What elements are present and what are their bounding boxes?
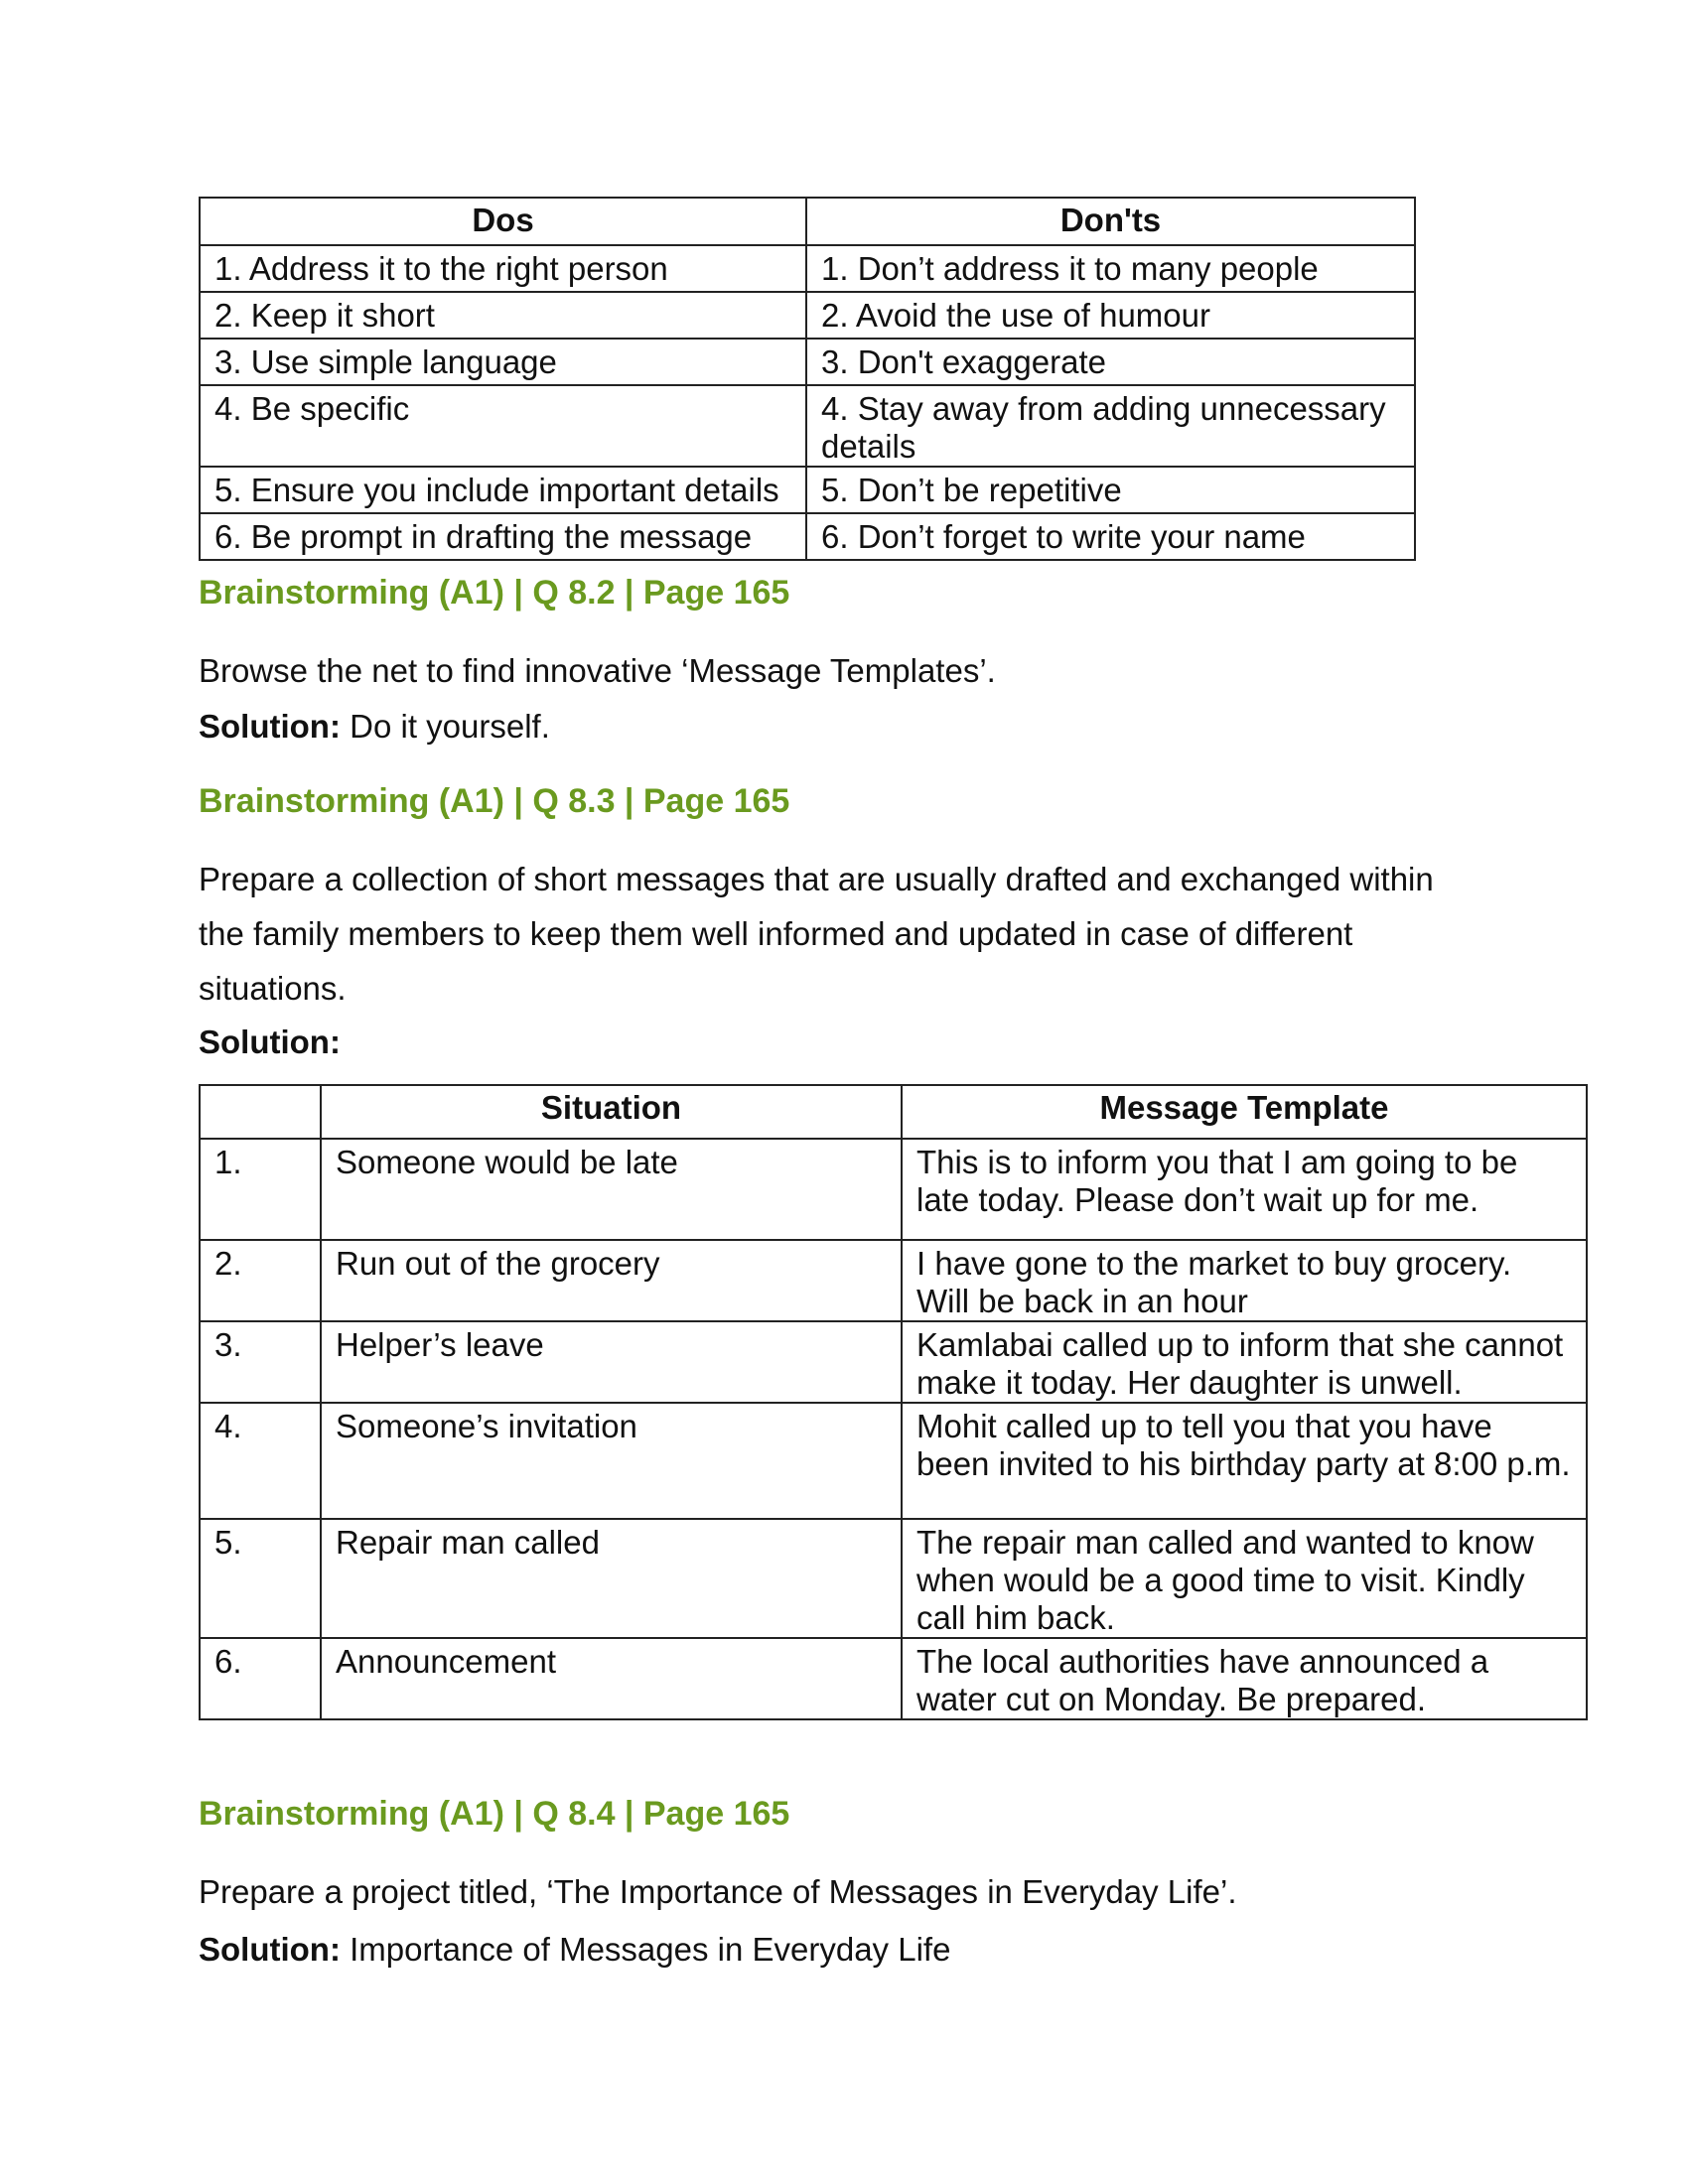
message-template-cell: The repair man called and wanted to know when would be a good time to visit. Kindly call him back.: [902, 1519, 1587, 1638]
table-row: [200, 1638, 1587, 1719]
dos-cell: 2. Keep it short: [200, 292, 806, 339]
row-number-cell: 6.: [200, 1638, 321, 1719]
message-template-cell: Kamlabai called up to inform that she cannot make it today. Her daughter is unwell.: [902, 1321, 1587, 1403]
donts-cell: 5. Don’t be repetitive: [806, 467, 1415, 513]
dos-cell: 5. Ensure you include important details: [200, 467, 806, 513]
message-template-cell: This is to inform you that I am going to be late today. Please don’t wait up for me.: [902, 1139, 1587, 1240]
situation-cell: Repair man called: [321, 1519, 902, 1638]
dos-cell: 4. Be specific: [200, 385, 806, 467]
solution-text: Do it yourself.: [340, 708, 550, 745]
message-template-cell: Mohit called up to tell you that you have been invited to his birthday party at 8:00 p.m.: [902, 1403, 1587, 1519]
column-header-donts: Don'ts: [806, 198, 1415, 245]
table-row: [200, 1403, 1587, 1519]
table-row: [200, 1519, 1587, 1638]
donts-cell: 6. Don’t forget to write your name: [806, 513, 1415, 560]
solution-text: Importance of Messages in Everyday Life: [340, 1931, 951, 1968]
column-header-dos: Dos: [200, 198, 806, 245]
table-row: [200, 513, 1415, 560]
donts-cell: 4. Stay away from adding unnecessary details: [806, 385, 1415, 467]
section-heading-q8-2: Brainstorming (A1) | Q 8.2 | Page 165: [199, 574, 790, 612]
question-q8-2: Browse the net to find innovative ‘Message Templates’.: [199, 652, 996, 689]
row-number-cell: 2.: [200, 1240, 321, 1321]
question-q8-4: Prepare a project titled, ‘The Importance of Messages in Everyday Life’.: [199, 1873, 1237, 1910]
table-row: [200, 245, 1415, 292]
section-heading-q8-3: Brainstorming (A1) | Q 8.3 | Page 165: [199, 782, 790, 820]
situation-cell: Someone’s invitation: [321, 1403, 902, 1519]
row-number-cell: 5.: [200, 1519, 321, 1638]
solution-label: Solution:: [199, 708, 341, 745]
table-row: [200, 339, 1415, 385]
solution-q8-4: [199, 1922, 1489, 1977]
dos-cell: 6. Be prompt in drafting the message: [200, 513, 806, 560]
message-template-cell: The local authorities have announced a water cut on Monday. Be prepared.: [902, 1638, 1587, 1719]
situation-cell: Helper’s leave: [321, 1321, 902, 1403]
row-number-cell: 1.: [200, 1139, 321, 1240]
dos-donts-table: [199, 197, 1416, 561]
row-number-cell: 3.: [200, 1321, 321, 1403]
solution-q8-2: [199, 699, 1489, 753]
donts-cell: 2. Avoid the use of humour: [806, 292, 1415, 339]
table-row: [200, 385, 1415, 467]
dos-cell: 1. Address it to the right person: [200, 245, 806, 292]
message-template-cell: I have gone to the market to buy grocery. Will be back in an hour: [902, 1240, 1587, 1321]
table-row: [200, 292, 1415, 339]
section-heading-q8-4: Brainstorming (A1) | Q 8.4 | Page 165: [199, 1795, 790, 1833]
table-header-row: [200, 198, 1415, 245]
column-header-message-template: Message Template: [902, 1085, 1587, 1139]
table-row: [200, 1139, 1587, 1240]
column-header-situation: Situation: [321, 1085, 902, 1139]
table-row: [200, 467, 1415, 513]
table-header-row: [200, 1085, 1587, 1139]
situation-cell: Announcement: [321, 1638, 902, 1719]
table-row: [200, 1321, 1587, 1403]
situation-cell: Run out of the grocery: [321, 1240, 902, 1321]
column-header-number: [200, 1085, 321, 1139]
row-number-cell: 4.: [200, 1403, 321, 1519]
message-template-table: [199, 1084, 1588, 1720]
table-row: [200, 1240, 1587, 1321]
situation-cell: Someone would be late: [321, 1139, 902, 1240]
solution-label: Solution:: [199, 1931, 341, 1968]
dos-cell: 3. Use simple language: [200, 339, 806, 385]
solution-label-q8-3: Solution:: [199, 1024, 341, 1060]
donts-cell: 3. Don't exaggerate: [806, 339, 1415, 385]
question-q8-3: Prepare a collection of short messages that are usually drafted and exchanged within the family members to keep them well informed and updated in case of different situations.: [199, 861, 1434, 1007]
donts-cell: 1. Don’t address it to many people: [806, 245, 1415, 292]
